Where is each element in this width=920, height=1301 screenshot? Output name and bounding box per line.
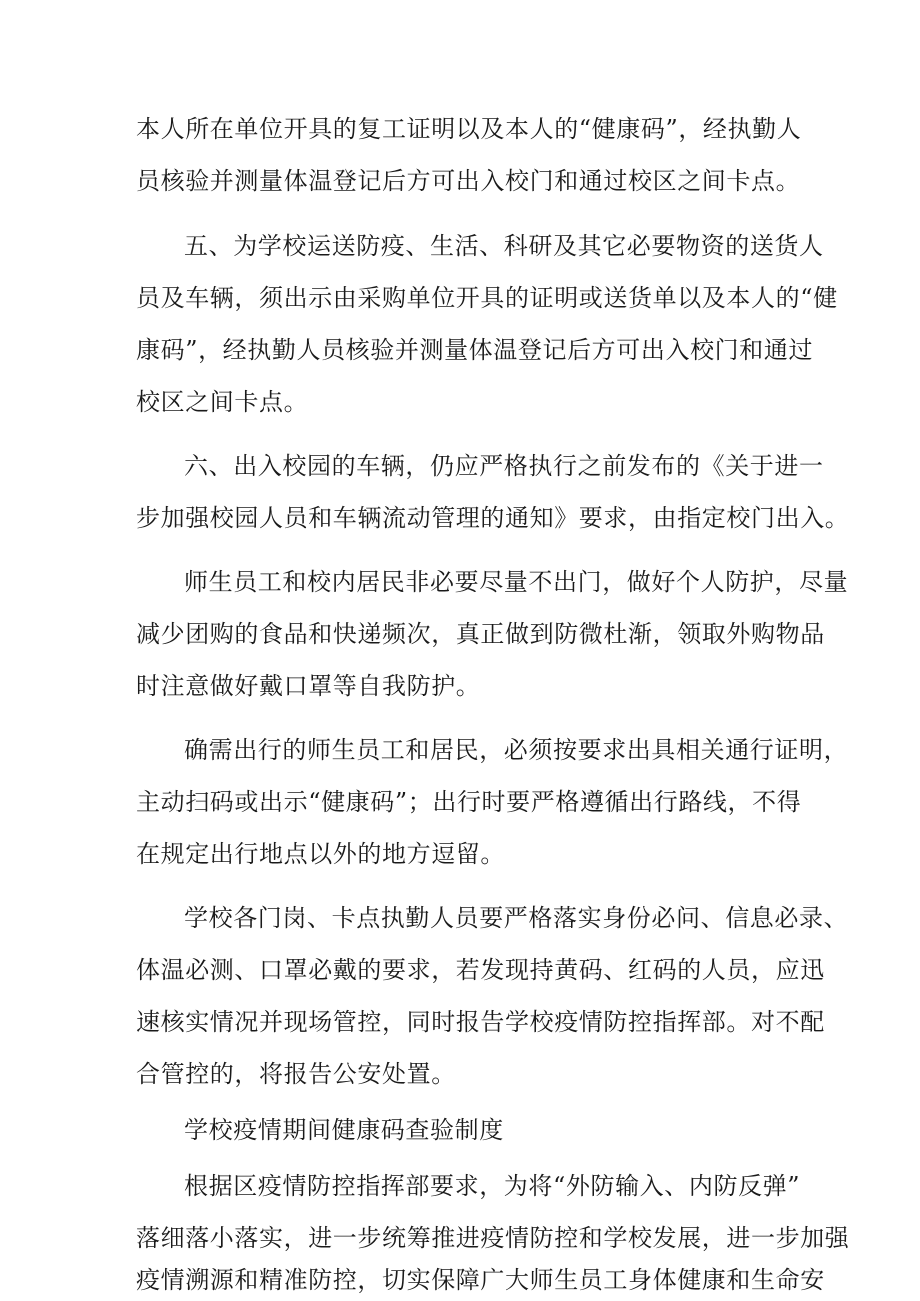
body-text-line: 根据区疫情防控指挥部要求，为将“外防输入、内防反弹” bbox=[184, 1172, 801, 1200]
body-text-line: 体温必测、口罩必戴的要求，若发现持黄码、红码的人员，应迅 bbox=[136, 956, 825, 984]
body-text-line: 疫情溯源和精准防控，切实保障广大师生员工身体健康和生命安 bbox=[136, 1266, 825, 1294]
paragraph-5-heading-line: 五、为学校运送防疫、生活、科研及其它必要物资的送货人 bbox=[184, 232, 824, 260]
body-text-line: 落细落小落实，进一步统筹推进疫情防控和学校发展，进一步加强 bbox=[136, 1224, 850, 1252]
body-text-line: 合管控的，将报告公安处置。 bbox=[136, 1060, 456, 1088]
body-text-line: 校区之间卡点。 bbox=[136, 388, 309, 416]
body-text-line: 师生员工和校内居民非必要尽量不出门，做好个人防护，尽量 bbox=[184, 568, 849, 596]
body-text-line: 员核验并测量体温登记后方可出入校门和通过校区之间卡点。 bbox=[136, 167, 801, 195]
body-text-line: 主动扫码或出示“健康码”；出行时要严格遵循出行路线，不得 bbox=[136, 788, 802, 816]
body-text-line: 员及车辆，须出示由采购单位开具的证明或送货单以及本人的“健 bbox=[136, 284, 838, 312]
paragraph-6-heading-line: 六、出入校园的车辆，仍应严格执行之前发布的《关于进一 bbox=[184, 452, 824, 480]
body-text-line: 时注意做好戴口罩等自我防护。 bbox=[136, 672, 481, 700]
body-text-line: 步加强校园人员和车辆流动管理的通知》要求，由指定校门出入。 bbox=[136, 504, 850, 532]
body-text-line: 减少团购的食品和快递频次，真正做到防微杜渐，领取外购物品 bbox=[136, 620, 825, 648]
body-text-line: 在规定出行地点以外的地方逗留。 bbox=[136, 840, 505, 868]
body-text-line: 本人所在单位开具的复工证明以及本人的“健康码”，经执勤人 bbox=[136, 115, 802, 143]
section-title: 学校疫情期间健康码查验制度 bbox=[184, 1116, 504, 1144]
body-text-line: 速核实情况并现场管控，同时报告学校疫情防控指挥部。对不配 bbox=[136, 1008, 825, 1036]
body-text-line: 康码”，经执勤人员核验并测量体温登记后方可出入校门和通过 bbox=[136, 336, 814, 364]
body-text-line: 学校各门岗、卡点执勤人员要严格落实身份必问、信息必录、 bbox=[184, 904, 849, 932]
body-text-line: 确需出行的师生员工和居民，必须按要求出具相关通行证明， bbox=[184, 736, 849, 764]
